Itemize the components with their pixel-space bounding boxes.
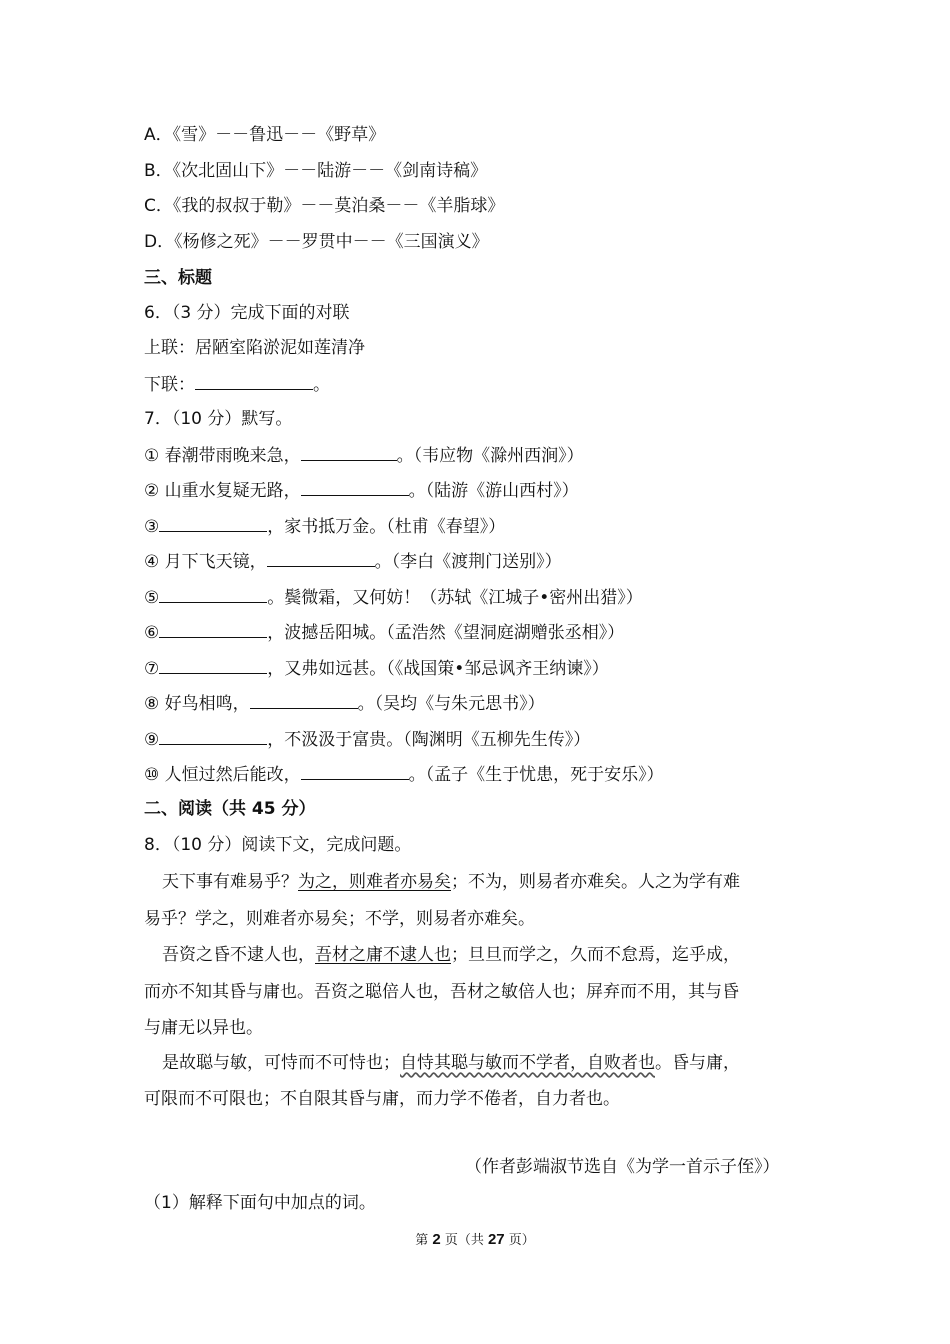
passage-text: 。昏与庸，: [655, 1053, 740, 1073]
passage-text: 天下事有难易乎？: [162, 872, 298, 892]
q7-item: [144, 550, 562, 573]
q7-item-suffix: ，家书抵万金。（杜甫《春望》）: [267, 517, 506, 537]
q7-item-prefix: ⑦: [144, 659, 160, 679]
option-a: A．《雪》－－鲁迅－－《野草》: [144, 125, 386, 145]
q7-item-prefix: ② 山重水复疑无路，: [144, 481, 301, 501]
section-heading-3: 三、标题: [144, 268, 212, 288]
q7-answer-blank[interactable]: [159, 586, 267, 603]
q7-item-prefix: ④ 月下飞天镜，: [144, 552, 267, 572]
q8-stem: 8．（10 分）阅读下文，完成问题。: [144, 835, 412, 855]
q7-item-prefix: ⑩ 人恒过然后能改，: [144, 765, 301, 785]
passage-line: [162, 1052, 740, 1074]
q6-answer-blank[interactable]: [195, 373, 313, 390]
q7-item: [144, 586, 643, 609]
underlined-sentence: 吾材之庸不逮人也: [315, 945, 451, 965]
passage-text: ；不为，则易者亦难矣。人之为学有难: [451, 872, 740, 892]
section-heading-2: 二、阅读（共 45 分）: [144, 799, 316, 819]
passage-line: 与庸无以异也。: [144, 1018, 263, 1038]
footer-text: 页）: [504, 1233, 535, 1248]
footer-text: 页（共: [440, 1233, 488, 1248]
wavy-underlined-sentence: 自恃其聪与敏而不学者，自败者也: [400, 1053, 655, 1073]
passage-line: 可限而不可限也；不自限其昏与庸，而力学不倦者，自力者也。: [144, 1089, 620, 1109]
option-b: B．《次北固山下》－－陆游－－《剑南诗稿》: [144, 161, 488, 181]
q7-item: [144, 763, 664, 786]
q7-answer-blank[interactable]: [250, 692, 358, 709]
passage-source: （作者彭端淑节选自《为学一首示子侄》）: [465, 1157, 780, 1177]
passage-line: [162, 871, 740, 893]
q8-sub-question-1: （1）解释下面句中加点的词。: [144, 1193, 376, 1213]
q7-answer-blank[interactable]: [159, 621, 267, 638]
q7-answer-blank[interactable]: [301, 444, 397, 461]
current-page-number: 2: [432, 1231, 441, 1248]
q7-item: [144, 657, 609, 680]
q7-item: [144, 479, 579, 502]
q7-answer-blank[interactable]: [301, 479, 409, 496]
q6-stem: 6．（3 分）完成下面的对联: [144, 303, 350, 323]
q7-stem: 7．（10 分）默写。: [144, 409, 293, 429]
option-c: C．《我的叔叔于勒》－－莫泊桑－－《羊脂球》: [144, 196, 505, 216]
q7-item-suffix: 。（韦应物《滁州西涧》）: [396, 446, 584, 466]
q7-item-suffix: 。（陆游《游山西村》）: [408, 481, 579, 501]
page-footer: [0, 1229, 950, 1248]
q7-item: [144, 621, 624, 644]
q7-answer-blank[interactable]: [159, 657, 267, 674]
q7-item-prefix: ① 春潮带雨晚来急，: [144, 446, 301, 466]
q7-item: [144, 515, 505, 538]
passage-line: 易乎？学之，则难者亦易矣；不学，则易者亦难矣。: [144, 909, 535, 929]
total-page-count: 27: [487, 1231, 505, 1248]
q7-answer-blank[interactable]: [267, 550, 375, 567]
q7-item-prefix: ⑤: [144, 588, 160, 608]
q7-item-suffix: ，波撼岳阳城。（孟浩然《望洞庭湖赠张丞相》）: [267, 623, 625, 643]
q7-item: [144, 692, 545, 715]
q7-answer-blank[interactable]: [301, 763, 409, 780]
q7-item-prefix: ⑧ 好鸟相鸣，: [144, 694, 250, 714]
q7-item-suffix: ，又弗如远甚。（《战国策•邹忌讽齐王纳谏》）: [267, 659, 609, 679]
option-d: D．《杨修之死》－－罗贯中－－《三国演义》: [144, 232, 489, 252]
q6-lower-couplet: [144, 373, 330, 396]
q7-item-suffix: ，不汲汲于富贵。（陶渊明《五柳先生传》）: [267, 730, 591, 750]
q7-item-prefix: ⑨: [144, 730, 160, 750]
q7-item-prefix: ③: [144, 517, 160, 537]
q7-item-suffix: 。（吴均《与朱元思书》）: [357, 694, 545, 714]
underlined-sentence: 为之，则难者亦易矣: [298, 872, 451, 892]
q7-item: [144, 444, 584, 467]
q7-answer-blank[interactable]: [159, 728, 267, 745]
passage-text: 吾资之昏不逮人也，: [162, 945, 315, 965]
q6-upper-couplet: 上联：居陋室陷淤泥如莲清净: [144, 338, 365, 358]
q7-answer-blank[interactable]: [159, 515, 267, 532]
q6-lower-suffix: 。: [313, 375, 330, 395]
passage-text: 是故聪与敏，可恃而不可恃也；: [162, 1053, 400, 1073]
passage-line: [162, 944, 740, 966]
footer-text: 第: [415, 1233, 433, 1248]
passage-line: 而亦不知其昏与庸也。吾资之聪倍人也，吾材之敏倍人也；屏弃而不用，其与昏: [144, 982, 739, 1002]
passage-text: ；旦旦而学之，久而不怠焉，迄乎成，: [451, 945, 740, 965]
q7-item-suffix: 。（孟子《生于忧患，死于安乐》）: [408, 765, 664, 785]
q7-item: [144, 728, 590, 751]
q7-item-suffix: 。鬓微霜，又何妨！（苏轼《江城子•密州出猎》）: [267, 588, 643, 608]
q7-item-prefix: ⑥: [144, 623, 160, 643]
q6-lower-prefix: 下联：: [144, 375, 195, 395]
q7-item-suffix: 。（李白《渡荆门送别》）: [374, 552, 562, 572]
